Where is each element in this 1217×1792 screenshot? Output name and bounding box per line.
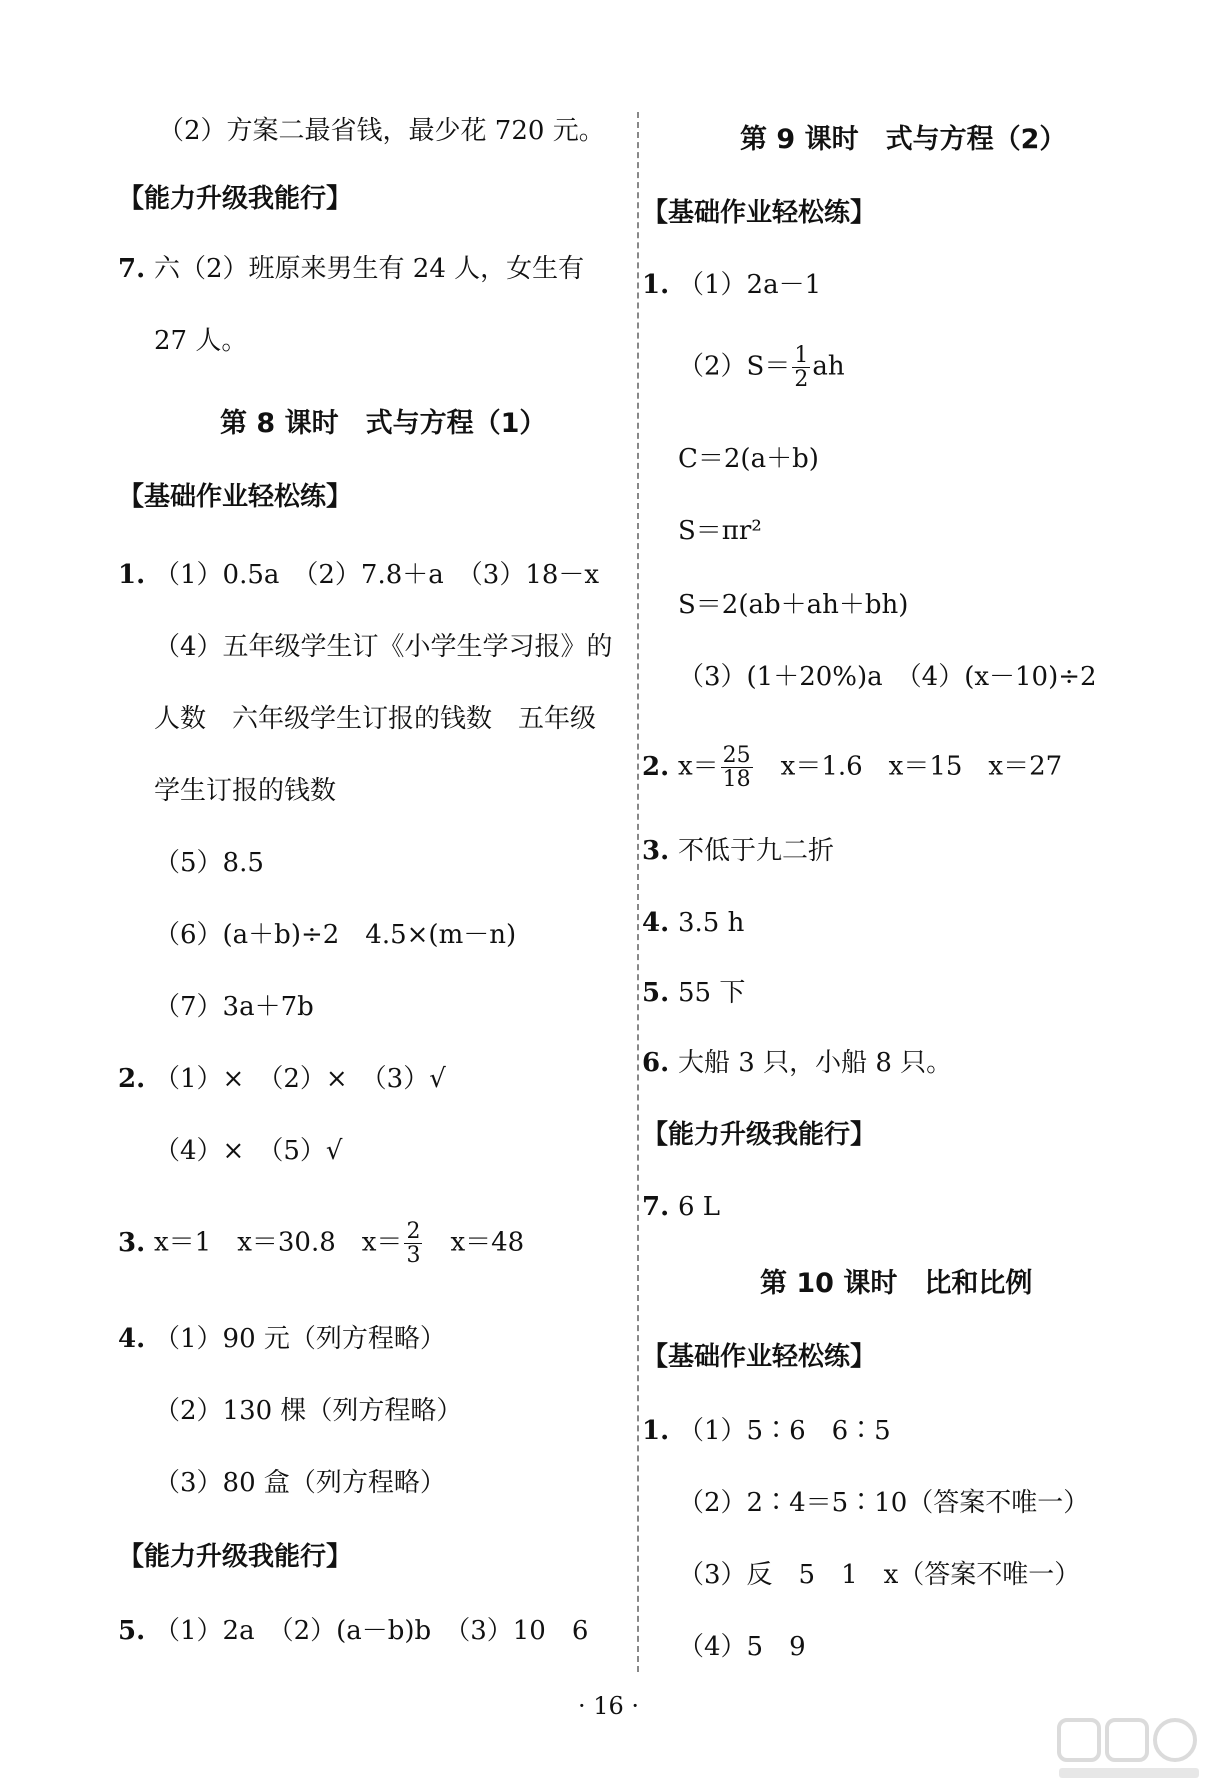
q4-text-a: （1）90 元（列方程略） — [154, 1324, 446, 1354]
left-q2-line1 — [118, 1066, 446, 1092]
column-divider — [637, 112, 639, 1672]
left-q7-line2: 27 人。 — [154, 326, 248, 356]
left-q1-line4: 学生订报的钱数 — [154, 776, 337, 806]
right-q5-line — [642, 980, 745, 1006]
right-q4-line — [642, 910, 744, 936]
r-q1-frac-num: 1 — [794, 343, 809, 368]
right-q2-line — [642, 744, 1062, 791]
left-q1-line5: （5）8.5 — [154, 848, 264, 878]
r-q4-number: 4. — [642, 908, 670, 938]
right-heading-basic-1: 【基础作业轻松练】 — [642, 198, 877, 228]
r-q1-text-a: （1）2a－1 — [678, 270, 822, 300]
q5-number: 5. — [118, 1616, 146, 1646]
right-r1-line1 — [642, 1418, 891, 1444]
right-q3-line — [642, 838, 834, 864]
r-q7-text: 6 L — [678, 1192, 721, 1222]
r-q7-number: 7. — [642, 1192, 670, 1222]
left-q7-line1 — [118, 256, 584, 282]
r-q1-number: 1. — [642, 270, 670, 300]
r-q3-text: 不低于九二折 — [678, 836, 835, 866]
r-q2-fraction — [721, 744, 753, 791]
left-q1-line1 — [118, 562, 599, 588]
q7-text-a: 六（2）班原来男生有 24 人，女生有 — [154, 254, 585, 284]
q3-fraction — [404, 1220, 422, 1267]
q2-text-a: （1）× （2）× （3）√ — [154, 1064, 446, 1094]
right-heading-basic-2: 【基础作业轻松练】 — [642, 1342, 877, 1372]
r-q1-frac-den: 2 — [794, 367, 809, 393]
right-r1-line2: （2）2∶4＝5∶10（答案不唯一） — [678, 1488, 1090, 1518]
left-q4-line1 — [118, 1326, 446, 1352]
r-q4-text: 3.5 h — [678, 908, 745, 938]
r-q2-frac-den: 18 — [722, 767, 751, 793]
left-heading-basic: 【基础作业轻松练】 — [118, 482, 353, 512]
q3-frac-den: 3 — [406, 1243, 421, 1269]
r-q2-text-a: x＝ — [678, 751, 719, 782]
left-q1-line3: 人数 六年级学生订报的钱数 五年级 — [154, 704, 597, 734]
lesson8-title: 第 8 课时 式与方程（1） — [220, 408, 547, 439]
watermark-logo — [1055, 1714, 1205, 1784]
r-q2-frac-num: 25 — [722, 743, 751, 768]
left-heading-ability-1: 【能力升级我能行】 — [118, 184, 353, 214]
lesson10-title: 第 10 课时 比和比例 — [760, 1268, 1033, 1299]
right-heading-ability: 【能力升级我能行】 — [642, 1120, 877, 1150]
q1-number: 1. — [118, 560, 146, 590]
q5-text-a: （1）2a （2）(a－b)b （3）10 6 — [154, 1616, 589, 1646]
left-heading-ability-2: 【能力升级我能行】 — [118, 1542, 353, 1572]
right-q1-line4: S＝πr² — [678, 516, 762, 546]
q1-text-a: （1）0.5a （2）7.8＋a （3）18－x — [154, 560, 600, 590]
r-q5-number: 5. — [642, 978, 670, 1008]
right-q1-line6: （3）(1＋20%)a （4）(x－10)÷2 — [678, 662, 1097, 692]
right-q1-line1 — [642, 272, 821, 298]
right-r1-line4: （4）5 9 — [678, 1632, 806, 1662]
r-q1-text-b2: ah — [812, 351, 845, 382]
left-q1-line7: （7）3a＋7b — [154, 992, 314, 1022]
left-q1-line2: （4）五年级学生订《小学生学习报》的 — [154, 632, 613, 662]
r-q6-number: 6. — [642, 1048, 670, 1078]
r-q1-text-b1: （2）S＝ — [678, 351, 791, 382]
right-q7-line — [642, 1194, 720, 1220]
r-q1-fraction — [792, 344, 810, 391]
right-q1-line5: S＝2(ab＋ah＋bh) — [678, 590, 909, 620]
q3-frac-num: 2 — [406, 1219, 421, 1244]
q3-text-b: x＝48 — [424, 1227, 525, 1258]
q7-number: 7. — [118, 254, 146, 284]
r-q2-text-b: x＝1.6 x＝15 x＝27 — [754, 751, 1063, 782]
left-q2-line2: （4）× （5）√ — [154, 1136, 343, 1166]
right-q6-line — [642, 1050, 952, 1076]
left-q3-line — [118, 1220, 524, 1267]
q2-number: 2. — [118, 1064, 146, 1094]
r-r1-text-a: （1）5∶6 6∶5 — [678, 1416, 891, 1446]
r-q2-number: 2. — [642, 751, 670, 782]
r-q6-text: 大船 3 只，小船 8 只。 — [678, 1048, 953, 1078]
q4-number: 4. — [118, 1324, 146, 1354]
r-r1-number: 1. — [642, 1416, 670, 1446]
left-line-plan2: （2）方案二最省钱，最少花 720 元。 — [158, 116, 605, 146]
r-q5-text: 55 下 — [678, 978, 746, 1008]
left-q4-line3: （3）80 盒（列方程略） — [154, 1468, 446, 1498]
right-q1-line3: C＝2(a＋b) — [678, 444, 819, 474]
right-r1-line3: （3）反 5 1 x（答案不唯一） — [678, 1560, 1081, 1590]
page-number: · 16 · — [577, 1692, 640, 1720]
lesson9-title: 第 9 课时 式与方程（2） — [740, 124, 1067, 155]
q3-number: 3. — [118, 1227, 146, 1258]
right-q1-line2 — [678, 344, 845, 391]
r-q3-number: 3. — [642, 836, 670, 866]
q3-text-a: x＝1 x＝30.8 x＝ — [154, 1227, 403, 1258]
left-q5-line — [118, 1618, 588, 1644]
left-q4-line2: （2）130 棵（列方程略） — [154, 1396, 463, 1426]
left-q1-line6: （6）(a＋b)÷2 4.5×(m－n) — [154, 920, 517, 950]
